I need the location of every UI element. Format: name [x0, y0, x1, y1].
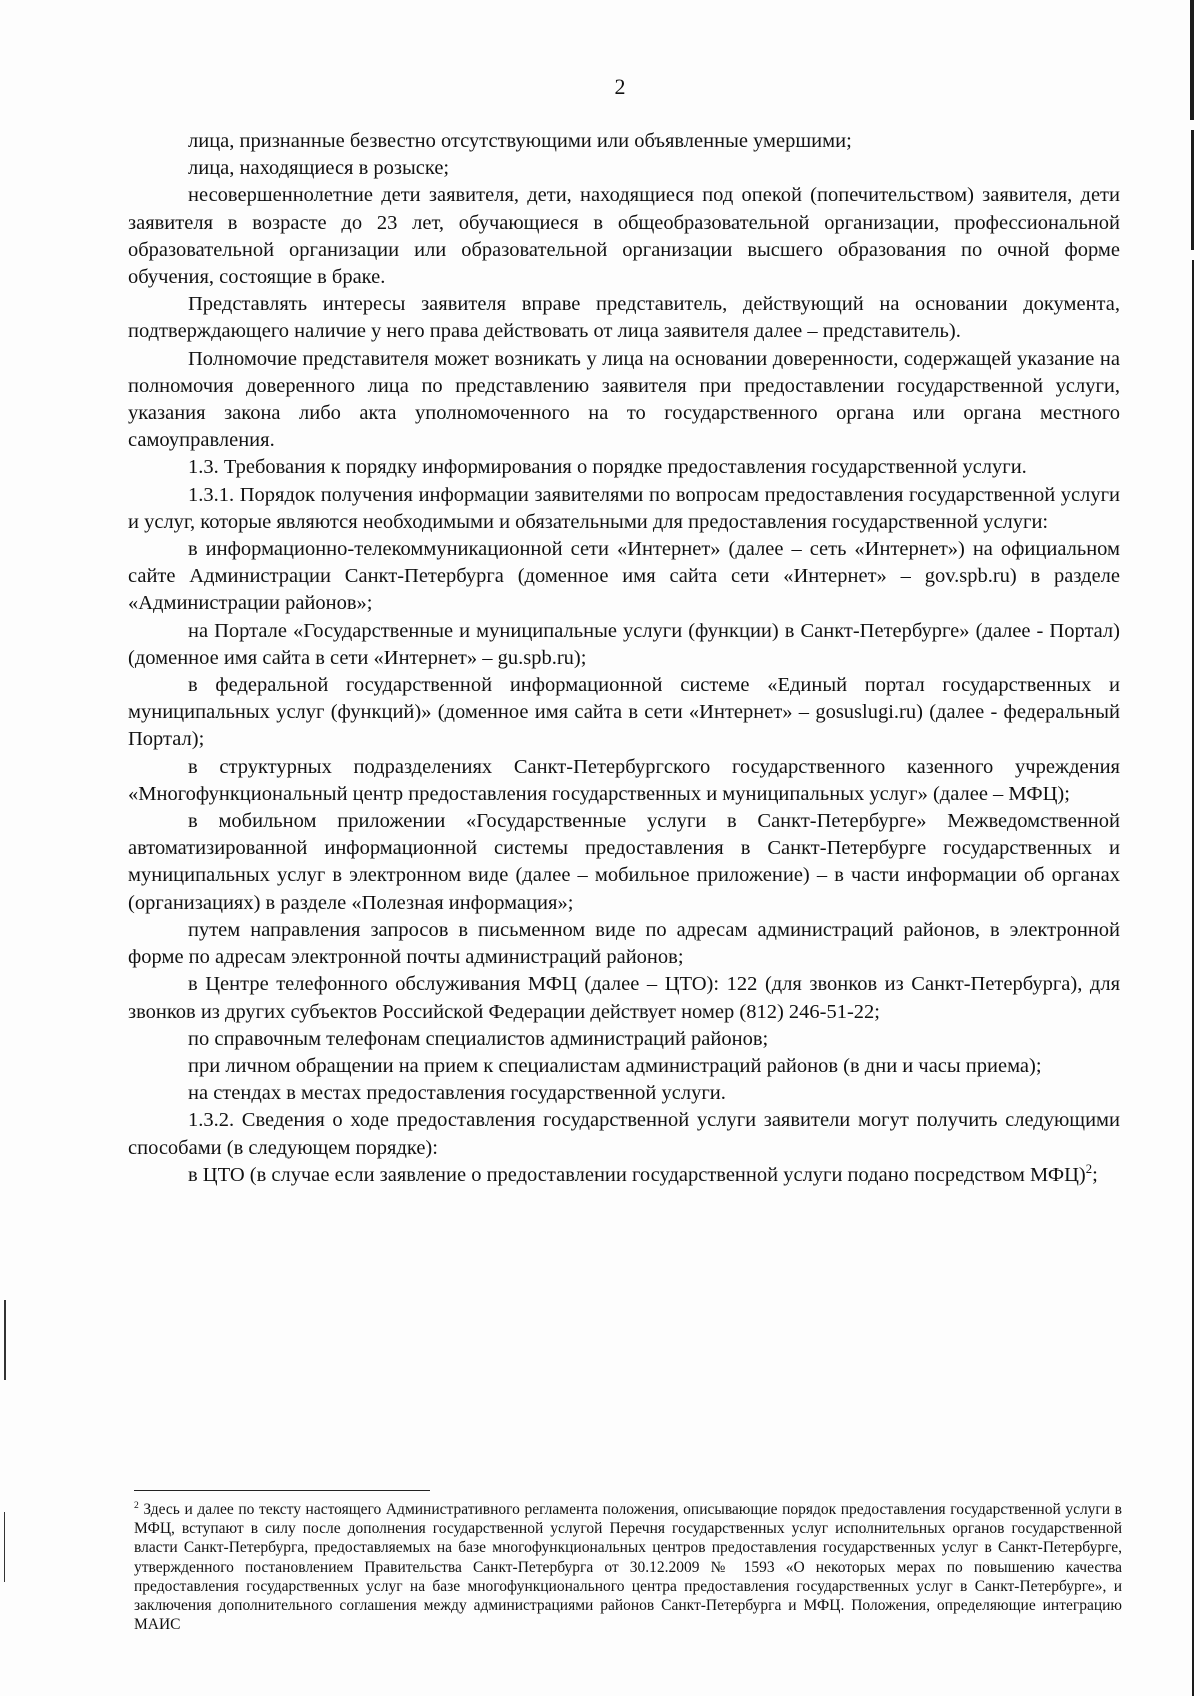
- paragraph-text: в ЦТО (в случае если заявление о предоставлении государственной услуги подано посредством МФЦ): [188, 1163, 1086, 1186]
- paragraph: в мобильном приложении «Государственные услуги в Санкт-Петербурге» Межведомственной автоматизированной информационной системы предоставления в Санкт-Петербурге государственных и муниципальных услуг в электронном виде (далее – мобильное приложение) – в части информации об органах (организациях) в разделе «Полезная информация»;: [128, 810, 1120, 914]
- paragraph: на стендах в местах предоставления государственной услуги.: [188, 1082, 726, 1105]
- paragraph: в структурных подразделениях Санкт-Петербургского государственного казенного учреждения «Многофункциональный центр предоставления государственных и муниципальных услуг» (далее – МФЦ);: [128, 755, 1120, 805]
- paragraph-with-footnote: [128, 1162, 1120, 1189]
- footnote-marker: 2: [134, 1499, 139, 1511]
- paragraph: несовершеннолетние дети заявителя, дети, находящиеся под опекой (попечительством) заявителя, дети заявителя в возрасте до 23 лет, обучающиеся в общеобразовательной организации, профессиональной образовательной организации или образовательной организации высшего образования по очной форме обучения, состоящие в браке.: [128, 184, 1120, 289]
- scan-edge-shadow: [1184, 0, 1200, 1696]
- paragraph: Представлять интересы заявителя вправе представитель, действующий на основании документа, подтверждающего наличие у него права действовать от лица заявителя далее – представитель).: [128, 293, 1120, 343]
- paragraph: Полномочие представителя может возникать у лица на основании доверенности, содержащей указание на полномочия доверенного лица по представлению заявителя при предоставлении государственной услуги, указания закона либо акта уполномоченного на то государственного органа или органа местного самоуправления.: [128, 347, 1120, 452]
- body-text: [128, 128, 1120, 1189]
- paragraph: 1.3. Требования к порядку информирования о порядке предоставления государственной услуги.: [188, 456, 1027, 479]
- paragraph: 1.3.1. Порядок получения информации заявителями по вопросам предоставления государственной услуги и услуг, которые являются необходимыми и обязательными для предоставления государственной услуги:: [128, 483, 1120, 533]
- paragraph: на Портале «Государственные и муниципальные услуги (функции) в Санкт-Петербурге» (далее - Портал) (доменное имя сайта в сети «Интернет» – gu.spb.ru);: [128, 619, 1120, 669]
- paragraph-tail: ;: [1092, 1163, 1098, 1186]
- footnote-paragraph: [134, 1500, 1122, 1634]
- footnote-reference: 2: [1085, 1161, 1093, 1176]
- paragraph: в информационно-телекоммуникационной сети «Интернет» (далее – сеть «Интернет») на официальном сайте Администрации Санкт-Петербурга (доменное имя сайта сети «Интернет» – gov.spb.ru) в разделе «Администрации районов»;: [128, 538, 1120, 615]
- paragraph: 1.3.2. Сведения о ходе предоставления государственной услуги заявители могут получить следующими способами (в следующем порядке):: [128, 1109, 1120, 1159]
- paragraph: путем направления запросов в письменном виде по адресам администраций районов, в электронной форме по адресам электронной почты администраций районов;: [128, 918, 1120, 969]
- paragraph: в Центре телефонного обслуживания МФЦ (далее – ЦТО): 122 (для звонков из Санкт-Петербурга), для звонков из других субъектов Российской Федерации действует номер (812) 246-51-22;: [128, 973, 1120, 1023]
- scan-mark: [4, 1512, 5, 1582]
- paragraph: в федеральной государственной информационной системе «Единый портал государственных и муниципальных услуг (функций)» (доменное имя сайта в сети «Интернет» – gosuslugi.ru) (далее - федеральный Портал);: [128, 674, 1120, 751]
- footnote: [134, 1500, 1122, 1634]
- footnote-text: Здесь и далее по тексту настоящего Административного регламента положения, описывающие порядок предоставления государственной услуги в МФЦ, вступают в силу после дополнения государственной услугой Перечня государственных услуг исполнительных органов государственной власти Санкт-Петербурга, предоставляемых на базе многофункциональных центров предоставления государственных услуг в Санкт-Петербурге, утвержденного постановлением Правительства Санкт-Петербурга от 30.12.2009 № 1593 «О некоторых мерах по повышению качества предоставления государственных услуг на базе многофункционального центра предоставления государственных услуг в Санкт-Петербурге», и заключения дополнительного соглашения между администрациями районов Санкт-Петербурга и МФЦ. Положения, определяющие интеграцию МАИС: [134, 1501, 1122, 1634]
- paragraph: при личном обращении на прием к специалистам администраций районов (в дни и часы приема);: [188, 1054, 1042, 1077]
- paragraph: лица, находящиеся в розыске;: [188, 157, 450, 180]
- scan-mark: [4, 1300, 6, 1380]
- footnote-separator: [134, 1490, 430, 1491]
- paragraph: по справочным телефонам специалистов администраций районов;: [188, 1027, 769, 1050]
- paragraph: лица, признанные безвестно отсутствующими или объявленные умершими;: [188, 130, 852, 152]
- page-number: 2: [614, 74, 626, 99]
